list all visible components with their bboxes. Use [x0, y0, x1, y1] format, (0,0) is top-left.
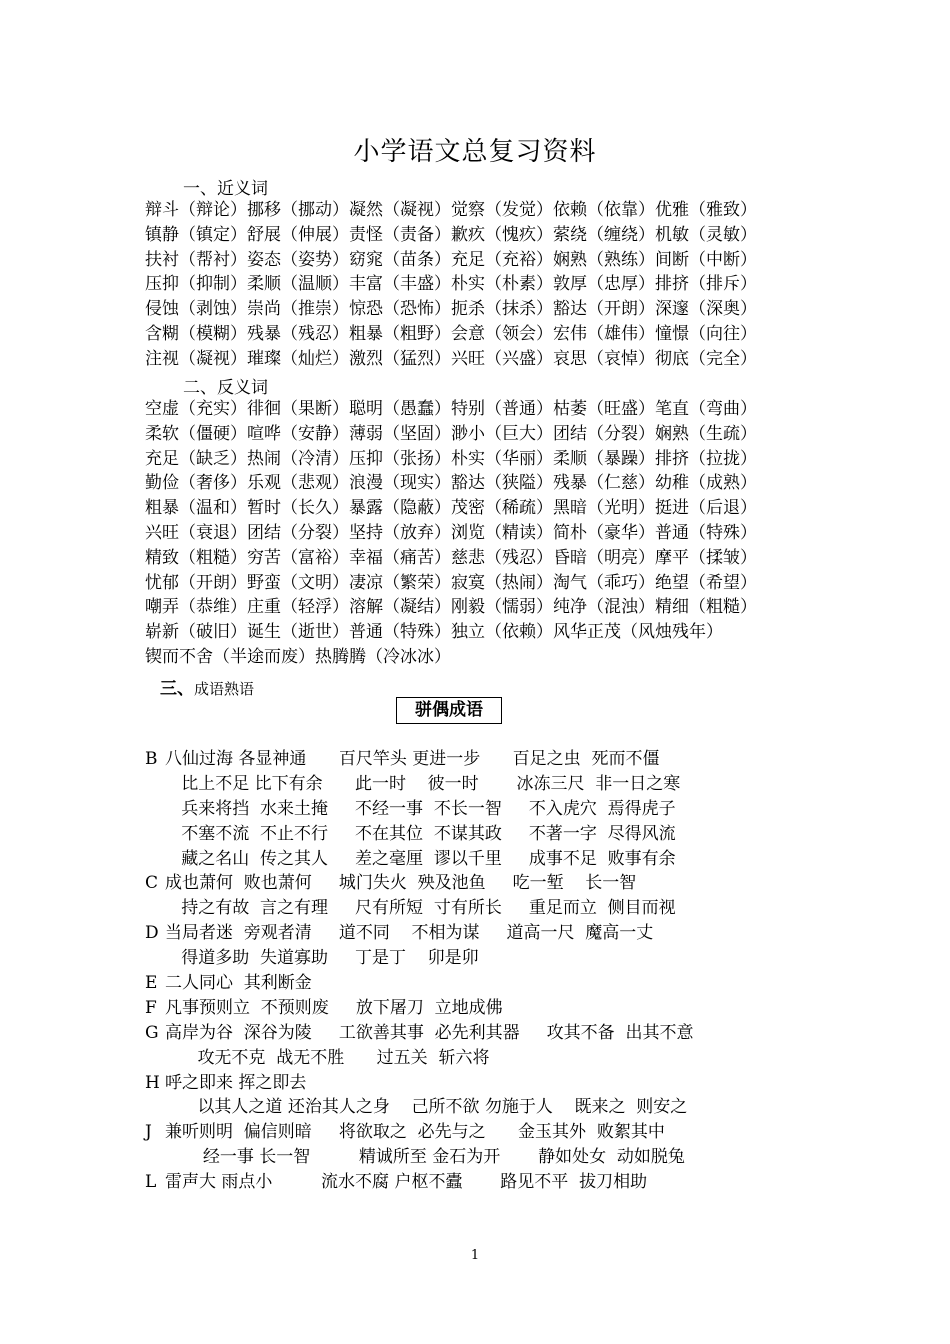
synonyms-block	[145, 198, 815, 372]
idiom-text: 不塞不流 不止不行 不在其位 不谋其政 不著一字 尽得风流	[181, 823, 676, 844]
idiom-line	[145, 1095, 845, 1120]
idiom-indent	[165, 824, 181, 844]
idiom-indent	[165, 799, 181, 819]
idiom-line	[145, 1071, 845, 1096]
synonym-line: 镇静（镇定）舒展（伸展）责怪（责备）歉疚（愧疚）萦绕（缠绕）机敏（灵敏）	[145, 224, 757, 245]
idiom-text: 攻无不克 战无不胜 过五关 斩六将	[197, 1047, 490, 1068]
idiom-indent	[165, 849, 181, 869]
idiom-letter: J	[145, 1122, 152, 1143]
idiom-text: 成也萧何 败也萧何 城门失火 殃及池鱼 吃一堑 长一智	[165, 873, 637, 894]
antonym-line: 崭新（破旧）诞生（逝世）普通（特殊）独立（依赖）风华正茂（风烛残年）	[145, 622, 723, 643]
idiom-line	[145, 747, 845, 772]
idiom-letter: B	[145, 749, 158, 769]
idiom-line	[145, 1046, 845, 1071]
section-heading-antonyms: 二、反义词	[183, 378, 268, 398]
idiom-indent	[165, 1147, 203, 1167]
synonym-line: 含糊（模糊）残暴（残忍）粗暴（粗野）会意（领会）宏伟（雄伟）憧憬（向往）	[145, 323, 757, 344]
idiom-text: 二人同心 其利断金	[165, 973, 312, 994]
antonym-line: 充足（缺乏）热闹（冷清）压抑（张扬）朴实（华丽）柔顺（暴躁）排挤（拉拢）	[145, 448, 757, 469]
antonyms-block	[145, 397, 815, 670]
antonym-line: 兴旺（衰退）团结（分裂）坚持（放弃）浏览（精读）简朴（豪华）普通（特殊）	[145, 522, 757, 543]
idiom-text: 雷声大 雨点小 流水不腐 户枢不蠹 路见不平 拔刀相助	[165, 1172, 648, 1193]
idiom-indent	[165, 948, 181, 968]
idiom-text: 经一事 长一智 精诚所至 金石为开 静如处女 动如脱兔	[202, 1147, 685, 1168]
idiom-text: 比上不足 比下有余 此一时 彼一时 冰冻三尺 非一日之寒	[181, 773, 681, 794]
idiom-text: 呼之即来 挥之即去	[165, 1072, 307, 1093]
antonym-line: 锲而不舍（半途而废）热腾腾（冷冰冰）	[145, 646, 451, 667]
idiom-indent	[165, 774, 181, 794]
antonym-line: 精致（粗糙）穷苦（富裕）幸福（痛苦）慈悲（残忍）昏暗（明亮）摩平（揉皱）	[145, 547, 757, 568]
idiom-line	[145, 921, 845, 946]
section-heading-idioms-text: 成语熟语	[194, 680, 255, 698]
idiom-letter: F	[145, 997, 157, 1018]
section-heading-synonyms: 一、近义词	[183, 179, 268, 199]
idiom-line	[145, 1021, 845, 1046]
section-heading-idioms-number: 三、	[160, 679, 194, 699]
antonym-line: 勤俭（奢侈）乐观（悲观）浪漫（现实）豁达（狭隘）残暴（仁慈）幼稚（成熟）	[145, 473, 757, 494]
idiom-letter: C	[145, 873, 159, 894]
synonym-line: 侵蚀（剥蚀）崇尚（推崇）惊恐（恐怖）扼杀（抹杀）豁达（开朗）深邃（深奥）	[145, 299, 757, 320]
idiom-line	[145, 772, 845, 797]
idiom-text: 八仙过海 各显神通 百尺竿头 更进一步 百足之虫 死而不僵	[165, 749, 660, 769]
idiom-letter: D	[145, 923, 159, 944]
idiom-indent	[165, 898, 181, 918]
idiom-line	[145, 1145, 845, 1170]
boxed-subtitle: 骈偶成语	[396, 697, 502, 724]
idiom-indent	[165, 1048, 197, 1068]
idiom-indent	[165, 1097, 197, 1117]
synonym-line: 扶衬（帮衬）姿态（姿势）窈窕（苗条）充足（充裕）娴熟（熟练）间断（中断）	[145, 249, 757, 270]
idiom-text: 得道多助 失道寡助 丁是丁 卯是卯	[181, 948, 479, 969]
idiom-line	[145, 822, 845, 847]
antonym-line: 粗暴（温和）暂时（长久）暴露（隐蔽）茂密（稀疏）黑暗（光明）挺进（后退）	[145, 498, 757, 519]
page-title: 小学语文总复习资料	[353, 137, 597, 167]
idiom-text: 高岸为谷 深谷为陵 工欲善其事 必先利其器 攻其不备 出其不意	[165, 1022, 694, 1043]
idiom-line	[145, 946, 845, 971]
idiom-line	[145, 1120, 845, 1145]
idiom-letter: G	[145, 1022, 159, 1043]
idiom-text: 持之有故 言之有理 尺有所短 寸有所长 重足而立 侧目而视	[181, 898, 676, 919]
idiom-text: 兵来将挡 水来土掩 不经一事 不长一智 不入虎穴 焉得虎子	[181, 798, 676, 819]
antonym-line: 忧郁（开朗）野蛮（文明）凄凉（繁荣）寂寞（热闹）淘气（乖巧）绝望（希望）	[145, 572, 757, 593]
antonym-line: 空虚（充实）徘徊（果断）聪明（愚蠢）特别（普通）枯萎（旺盛）笔直（弯曲）	[145, 399, 757, 419]
idiom-text: 当局者迷 旁观者清 道不同 不相为谋 道高一尺 魔高一丈	[165, 923, 654, 944]
idiom-line	[145, 871, 845, 896]
idiom-line	[145, 996, 845, 1021]
idiom-line	[145, 797, 845, 822]
synonym-line: 压抑（抑制）柔顺（温顺）丰富（丰盛）朴实（朴素）敦厚（忠厚）排挤（排斥）	[145, 274, 757, 295]
section-heading-idioms	[160, 674, 254, 699]
synonym-line: 注视（凝视）璀璨（灿烂）激烈（猛烈）兴旺（兴盛）哀思（哀悼）彻底（完全）	[145, 348, 757, 369]
idioms-block	[145, 747, 845, 1195]
idiom-letter: E	[145, 973, 158, 994]
antonym-line: 柔软（僵硬）喧哗（安静）薄弱（坚固）渺小（巨大）团结（分裂）娴熟（生疏）	[145, 423, 757, 444]
idiom-text: 凡事预则立 不预则废 放下屠刀 立地成佛	[165, 997, 503, 1018]
antonym-line: 嘲弄（恭维）庄重（轻浮）溶解（凝结）刚毅（懦弱）纯净（混浊）精细（粗糙）	[145, 597, 757, 618]
idiom-letter: L	[145, 1172, 157, 1193]
idiom-line	[145, 971, 845, 996]
idiom-line	[145, 847, 845, 872]
page-number: 1	[470, 1248, 480, 1263]
idiom-text: 以其人之道 还治其人之身 己所不欲 勿施于人 既来之 则安之	[197, 1097, 688, 1118]
synonym-line: 辩斗（辩论）挪移（挪动）凝然（凝视）觉察（发觉）依赖（依靠）优雅（雅致）	[145, 200, 757, 220]
idiom-letter: H	[145, 1072, 160, 1093]
idiom-line	[145, 896, 845, 921]
idiom-text: 藏之名山 传之其人 差之毫厘 谬以千里 成事不足 败事有余	[181, 848, 676, 869]
idiom-line	[145, 1170, 845, 1195]
idiom-text: 兼听则明 偏信则暗 将欲取之 必先与之 金玉其外 败絮其中	[165, 1122, 665, 1143]
